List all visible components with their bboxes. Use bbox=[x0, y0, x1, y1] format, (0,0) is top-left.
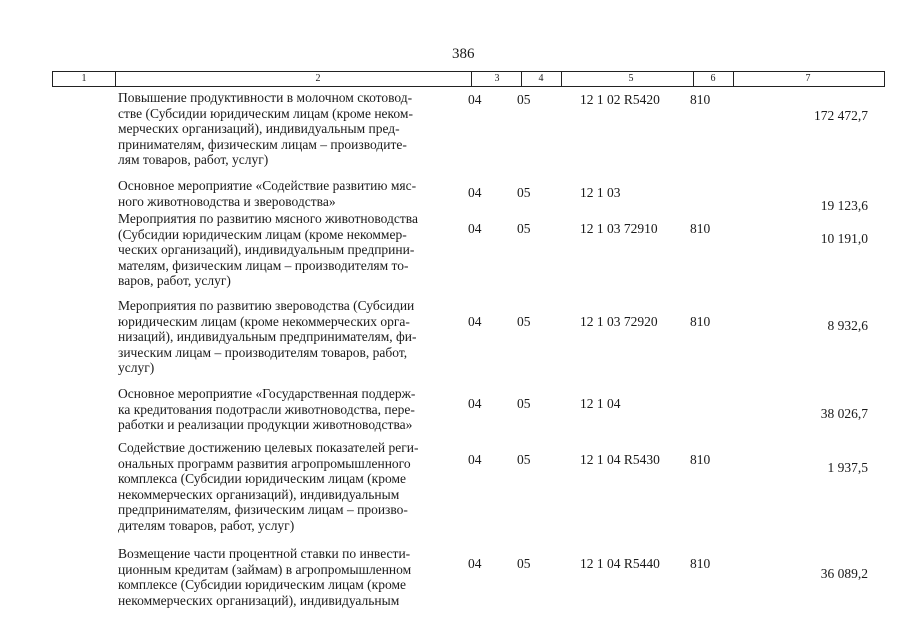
description-line: некоммерческих организаций), индивидуальным bbox=[118, 592, 400, 608]
header-col-3: 3 bbox=[494, 73, 500, 84]
amount-value: 10 191,0 bbox=[820, 231, 868, 246]
subsection-code: 05 bbox=[517, 92, 531, 107]
header-col-2: 2 bbox=[315, 73, 321, 84]
expense-type-code: 810 bbox=[690, 314, 711, 329]
description-line: ональных программ развития агропромышленного bbox=[118, 455, 411, 471]
description-line: Основное мероприятие «Государственная поддерж- bbox=[118, 386, 416, 401]
target-article-code: 12 1 03 72910 bbox=[580, 221, 658, 236]
subsection-code: 05 bbox=[517, 221, 531, 236]
subsection-code: 05 bbox=[517, 396, 531, 411]
target-article-code: 12 1 03 72920 bbox=[580, 314, 658, 329]
subsection-code: 05 bbox=[517, 185, 531, 200]
subsection-code: 05 bbox=[517, 556, 531, 571]
header-col-7: 7 bbox=[805, 73, 811, 84]
description-line: комплексе (Субсидии юридическим лицам (кроме bbox=[118, 577, 407, 592]
description-line: работки и реализации продукции животноводства» bbox=[118, 417, 413, 432]
header-col-4: 4 bbox=[538, 73, 544, 84]
description-line: Основное мероприятие «Содействие развитию мяс- bbox=[118, 178, 417, 193]
row-description bbox=[118, 386, 458, 433]
amount-value: 19 123,6 bbox=[820, 198, 868, 213]
description-line: Возмещение части процентной ставки по инвести- bbox=[118, 546, 411, 561]
subsection-code: 05 bbox=[517, 314, 531, 329]
description-line: юридическим лицам (кроме некоммерческих орга- bbox=[118, 313, 410, 329]
expense-type-code: 810 bbox=[690, 452, 711, 467]
description-line: дителям товаров, работ, услуг) bbox=[118, 517, 295, 533]
description-line: Содействие достижению целевых показателей реги- bbox=[118, 440, 419, 455]
description-line: услуг) bbox=[118, 360, 155, 375]
description-line: мателям, физическим лицам – производителям то- bbox=[118, 257, 409, 273]
row-description bbox=[118, 546, 458, 608]
description-line: лям товаров, работ, услуг) bbox=[118, 152, 269, 167]
description-line: некоммерческих организаций), индивидуальным bbox=[118, 486, 400, 502]
header-col-6: 6 bbox=[710, 73, 716, 84]
description-line: низаций), индивидуальным предпринимателям, фи- bbox=[118, 329, 417, 344]
amount-value: 36 089,2 bbox=[820, 566, 868, 581]
amount-value: 1 937,5 bbox=[827, 460, 868, 475]
description-line: зическим лицам – производителям товаров, работ, bbox=[118, 344, 408, 360]
target-article-code: 12 1 02 R5420 bbox=[580, 92, 660, 107]
table-header bbox=[52, 71, 885, 87]
target-article-code: 12 1 04 R5430 bbox=[580, 452, 660, 467]
amount-value: 172 472,7 bbox=[814, 108, 868, 123]
description-line: предпринимателям, физическим лицам – произво- bbox=[118, 502, 408, 517]
description-line: варов, работ, услуг) bbox=[118, 273, 231, 288]
target-article-code: 12 1 04 R5440 bbox=[580, 556, 660, 571]
row-description bbox=[118, 90, 458, 168]
target-article-code: 12 1 04 bbox=[580, 396, 621, 411]
description-line: ческих организаций), индивидуальным предприни- bbox=[118, 242, 415, 257]
description-line: принимателям, физическим лицам – производите- bbox=[118, 136, 407, 152]
header-col-5: 5 bbox=[628, 73, 634, 84]
row-description bbox=[118, 178, 458, 209]
section-code: 04 bbox=[468, 314, 482, 329]
description-line: Повышение продуктивности в молочном скотовод- bbox=[118, 90, 413, 105]
page-number: 386 bbox=[452, 46, 475, 62]
section-code: 04 bbox=[468, 396, 482, 411]
target-article-code: 12 1 03 bbox=[580, 185, 621, 200]
expense-type-code: 810 bbox=[690, 556, 711, 571]
amount-value: 8 932,6 bbox=[827, 318, 868, 333]
description-line: Мероприятия по развитию мясного животноводства bbox=[118, 211, 418, 226]
row-description bbox=[118, 211, 458, 289]
description-line: ка кредитования подотрасли животноводства, пере- bbox=[118, 401, 415, 417]
section-code: 04 bbox=[468, 185, 482, 200]
description-line: (Субсидии юридическим лицам (кроме некоммер- bbox=[118, 226, 407, 242]
section-code: 04 bbox=[468, 221, 482, 236]
description-line: мерческих организаций), индивидуальным пред- bbox=[118, 121, 400, 136]
description-line: комплекса (Субсидии юридическим лицам (кроме bbox=[118, 471, 407, 486]
header-col-1: 1 bbox=[81, 73, 87, 84]
description-line: стве (Субсидии юридическим лицам (кроме неком- bbox=[118, 105, 413, 121]
description-line: ционным кредитам (займам) в агропромышленном bbox=[118, 561, 412, 577]
description-line: ного животноводства и звероводства» bbox=[118, 193, 336, 209]
section-code: 04 bbox=[468, 452, 482, 467]
subsection-code: 05 bbox=[517, 452, 531, 467]
expense-type-code: 810 bbox=[690, 221, 711, 236]
row-description bbox=[118, 298, 458, 376]
expense-type-code: 810 bbox=[690, 92, 711, 107]
section-code: 04 bbox=[468, 92, 482, 107]
description-line: Мероприятия по развитию звероводства (Субсидии bbox=[118, 298, 415, 313]
row-description bbox=[118, 440, 458, 533]
amount-value: 38 026,7 bbox=[820, 406, 868, 421]
section-code: 04 bbox=[468, 556, 482, 571]
